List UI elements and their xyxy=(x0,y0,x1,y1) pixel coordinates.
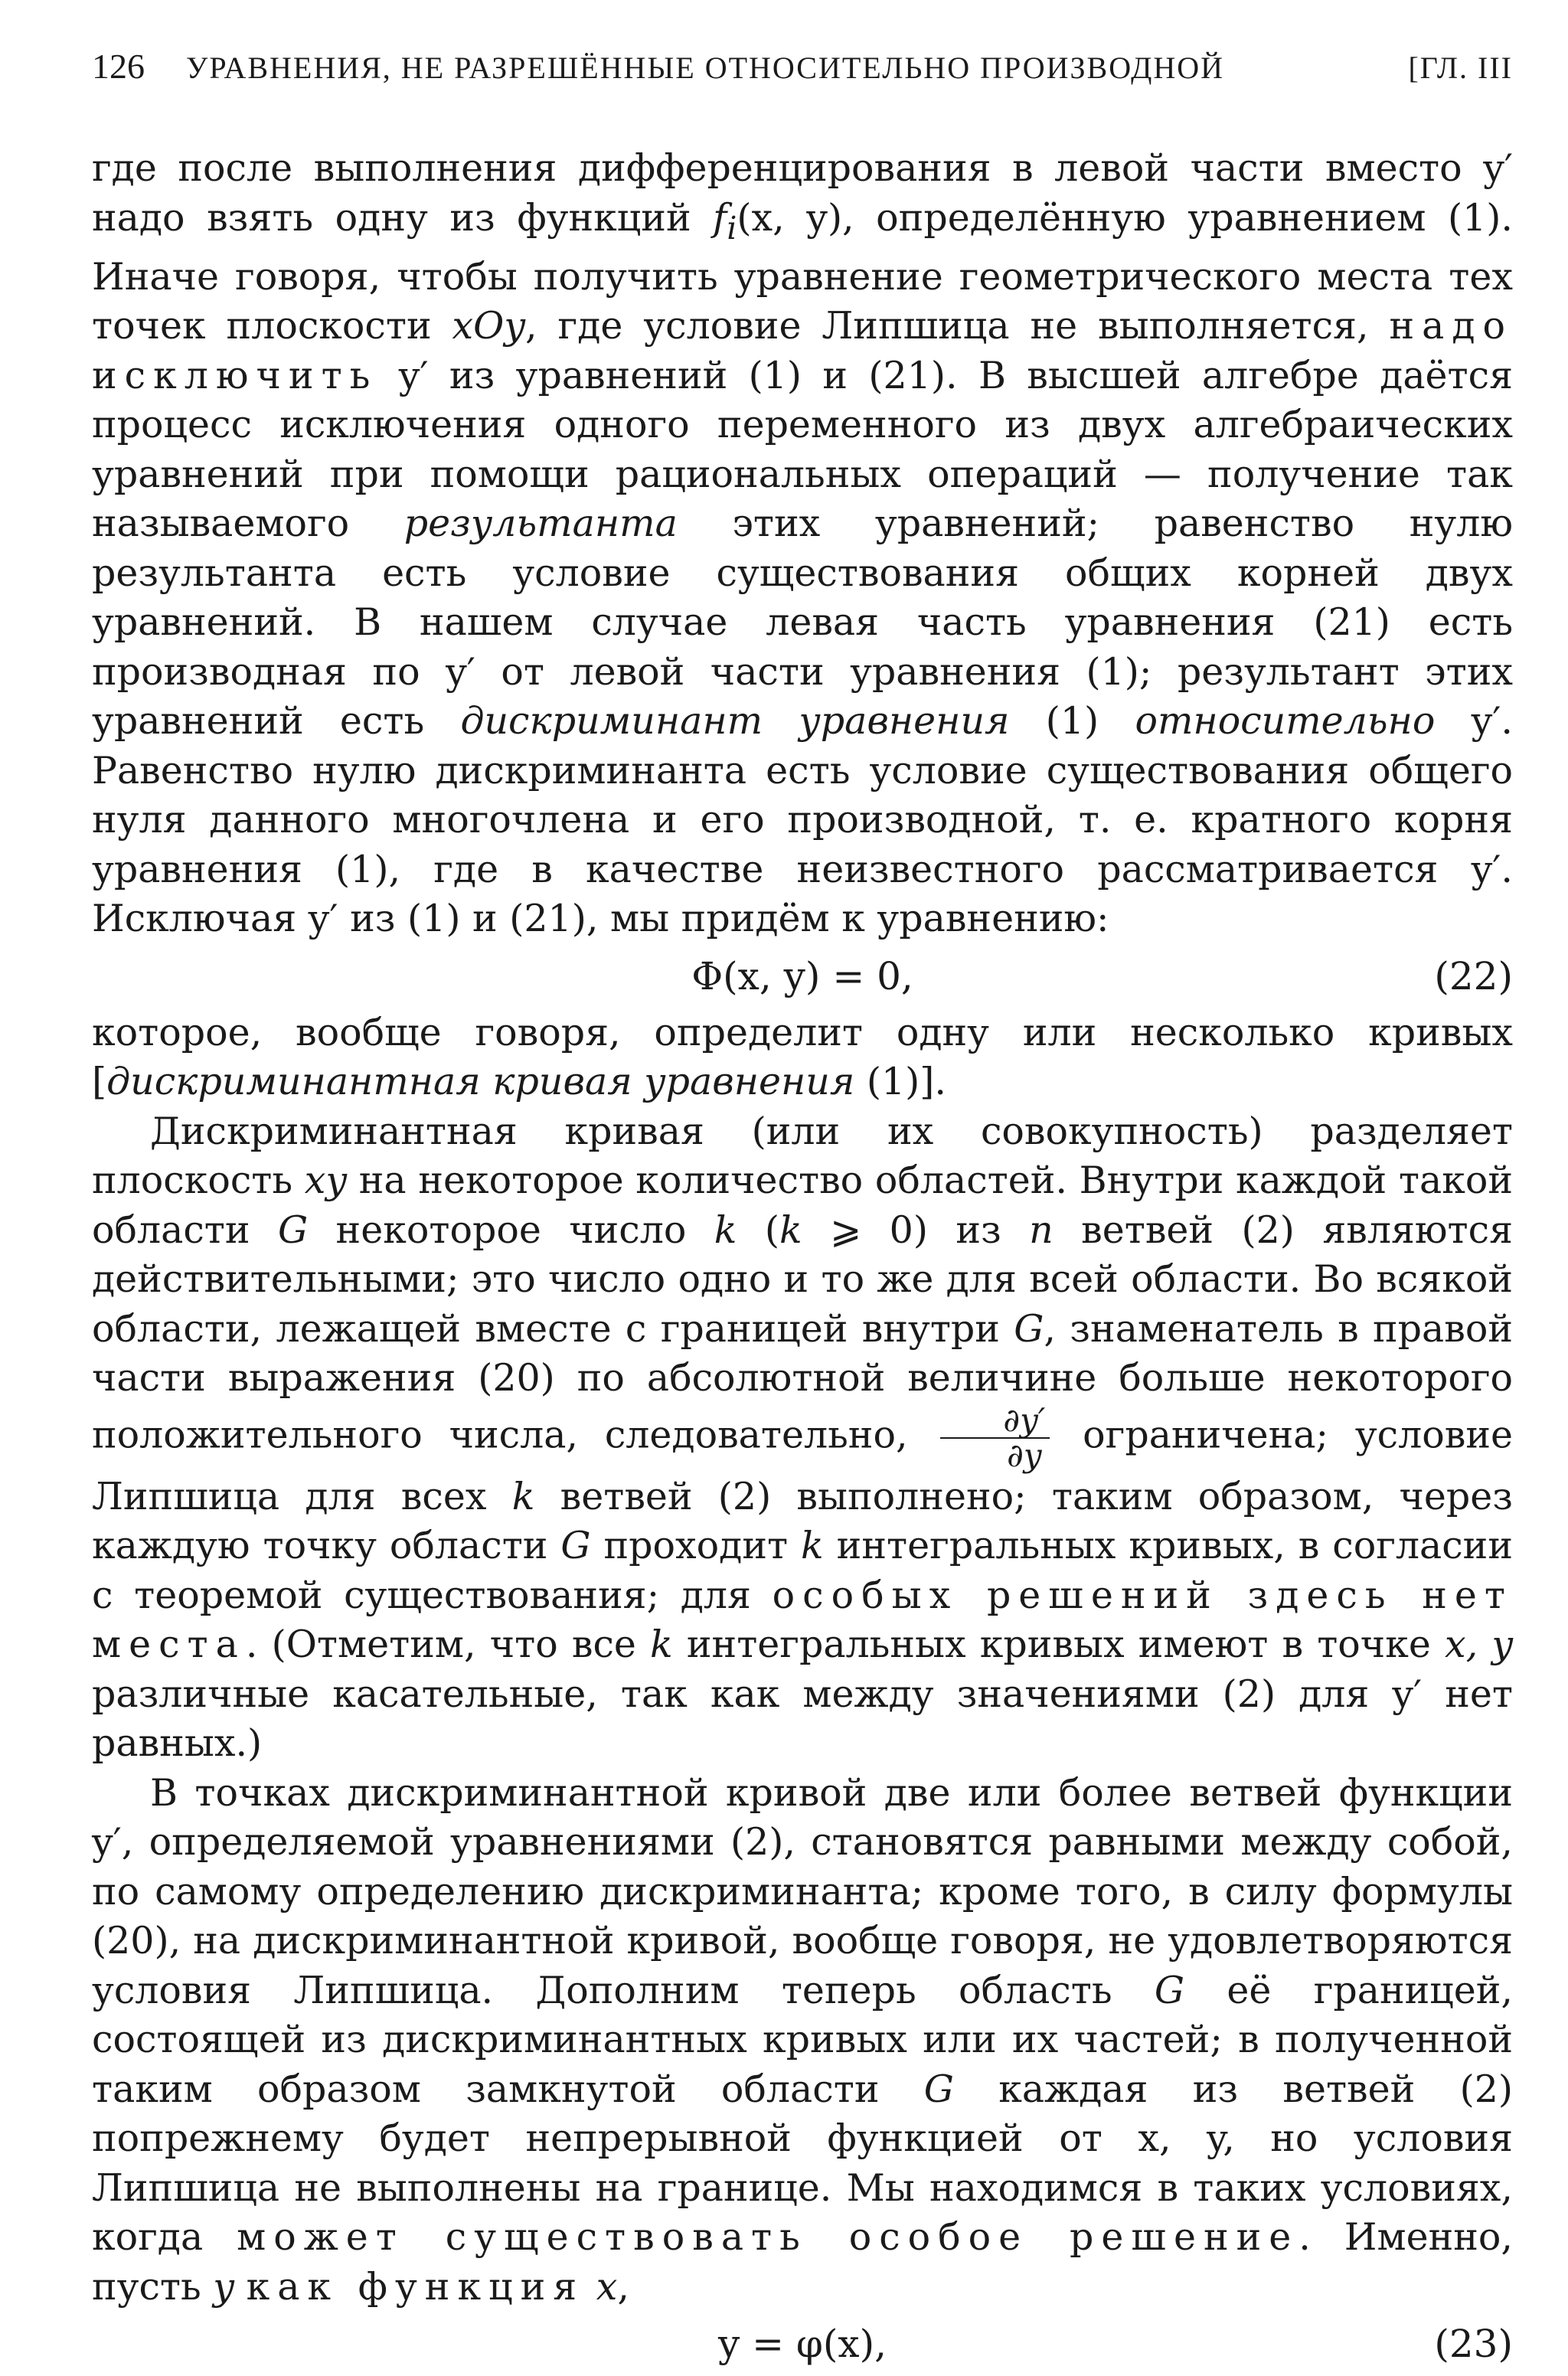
text-run: интегральных кривых, в согласии с теоремой существования; для xyxy=(92,1524,1513,1617)
math-G: G xyxy=(923,2067,954,2111)
term-relative: относительно xyxy=(1135,699,1436,744)
fraction-numerator: ∂y′ xyxy=(940,1404,1050,1439)
spaced-emphasis: как функция xyxy=(246,2264,585,2309)
math-y: y xyxy=(213,2264,234,2309)
running-title: УРАВНЕНИЯ, НЕ РАЗРЕШЁННЫЕ ОТНОСИТЕЛЬНО ПРОИЗВОДНОЙ xyxy=(186,51,1225,85)
text-run: , знаменатель в правой части выражения (20) по абсолютной величине больше некоторого положительного числа, следовательно, xyxy=(92,1306,1513,1457)
math-xOy: xOy xyxy=(452,304,526,348)
text-run: которое, вообще говоря, определит одну или несколько кривых [ xyxy=(92,1010,1513,1104)
text-run: этих уравнений; равенство нулю результанта есть условие существования общих корней двух уравнений. В нашем случае левая часть уравнения (21) есть производная по y′ от левой части уравнения (1); результант этих уравнений есть xyxy=(92,502,1513,744)
math-n: n xyxy=(1029,1208,1054,1252)
term-resultant: результанта xyxy=(403,502,678,546)
equation-22-number: (22) xyxy=(1434,953,1513,998)
fraction-denominator: ∂y xyxy=(1007,1436,1042,1474)
math-k: k xyxy=(714,1208,737,1252)
math-f: f xyxy=(713,195,727,240)
text-run: где после выполнения дифференцирования в левой части вместо y′ надо взять одну из функций xyxy=(92,146,1513,240)
page-number: 126 xyxy=(92,47,145,86)
text-run: ограничена; условие Липшица для всех xyxy=(92,1413,1513,1518)
math-G: G xyxy=(1014,1306,1044,1351)
text-run: (1)]. xyxy=(854,1060,946,1104)
math-subscript-i: i xyxy=(727,209,737,247)
math-k: k xyxy=(801,1524,824,1568)
text-run xyxy=(584,2265,596,2309)
equation-23-formula: y = φ(x), xyxy=(717,2322,887,2367)
equation-23-number: (23) xyxy=(1434,2322,1513,2367)
equation-22-formula: Φ(x, y) = 0, xyxy=(691,953,913,998)
text-run: интегральных кривых имеют в точке xyxy=(672,1623,1445,1667)
text-run: ветвей (2) являются действительными; это число одно и то же для всей области. Во всякой области, лежащей вместе с границей внутри xyxy=(92,1208,1514,1351)
spaced-emphasis: может существовать особое решение xyxy=(237,2215,1299,2260)
math-G: G xyxy=(1154,1968,1185,2012)
text-run xyxy=(234,2265,247,2309)
spaced-emphasis: особых решений здесь нет места xyxy=(92,1573,1513,1667)
text-run: каждая из ветвей (2) попрежнему будет непрерывной функцией от x, y, но условия Липшица не выполнены на границе. Мы находимся в таких условиях, когда xyxy=(92,2067,1513,2260)
math-x-y: x, y xyxy=(1444,1623,1514,1667)
math-k: k xyxy=(779,1208,802,1252)
term-discriminant-curve: дискриминантная кривая уравнения xyxy=(106,1060,855,1104)
text-run: , где условие Липшица не выполняется, xyxy=(525,304,1390,348)
text-run: y′. Равенство нулю дискриминанта есть условие существования общего нуля данного многочлена и его производной, т. е. кратного корня уравнения (1), где в качестве неизвестного рассматривается y′. Исключая y′ из (1) и (21), мы придём к уравнению: xyxy=(92,699,1514,941)
text-run: проходит xyxy=(590,1524,802,1568)
text-run: (1) xyxy=(1009,699,1135,744)
math-G: G xyxy=(560,1524,591,1568)
page-header xyxy=(92,46,1513,107)
text-run: некоторое число xyxy=(308,1208,714,1252)
paragraph-2 xyxy=(92,1008,1513,1107)
text-run: . (Отметим, что все xyxy=(245,1623,651,1667)
text-run: ветвей (2) выполнено; таким образом, через каждую точку области xyxy=(92,1474,1513,1568)
text-run: ⩾ 0) из xyxy=(802,1208,1030,1252)
paragraph-4 xyxy=(92,1769,1513,2312)
text-run: , xyxy=(617,2264,629,2309)
fraction-dy-prime-dy xyxy=(940,1400,1050,1474)
text-run: Дискриминантная кривая (или их совокупность) разделяет плоскость xyxy=(92,1109,1513,1203)
text-run: . Именно, пусть xyxy=(92,2215,1514,2309)
math-G: G xyxy=(277,1208,309,1252)
book-page xyxy=(92,46,1514,2367)
text-run: различные касательные, так как между значениями (2) для y′ нет равных.) xyxy=(92,1672,1513,1766)
term-discriminant: дискриминант уравнения xyxy=(460,699,1010,744)
math-k: k xyxy=(511,1474,535,1518)
text-run: ( xyxy=(737,1208,780,1252)
equation-23 xyxy=(92,2312,1513,2376)
text-run: её границей, состоящей из дискриминантных кривых или их частей; в полученной таким образом замкнутой области xyxy=(92,1968,1514,2111)
math-xy: xy xyxy=(304,1159,348,1203)
text-run: на некоторое количество областей. Внутри каждой такой области xyxy=(92,1159,1513,1252)
spaced-emphasis: надо исключить xyxy=(92,304,1513,397)
equation-22 xyxy=(92,944,1513,1008)
paragraph-3 xyxy=(92,1107,1513,1769)
math-x: x xyxy=(596,2264,618,2309)
text-run: y′ из уравнений (1) и (21). В высшей алгебре даётся процесс исключения одного переменного из двух алгебраических уравнений при помощи рациональных операций — получение так называемого xyxy=(92,353,1513,546)
chapter-reference: [ГЛ. III xyxy=(1408,51,1513,85)
math-k: k xyxy=(650,1623,673,1667)
text-run: В точках дискриминантной кривой две или более ветвей функции y′, определяемой уравнениями (2), становятся равными между собой, по самому определению дискриминанта; кроме того, в силу формулы (20), на дискриминантной кривой, вообще говоря, не удовлетворяются условия Липшица. Дополним теперь область xyxy=(92,1770,1513,2012)
paragraph-1 xyxy=(92,144,1513,944)
text-run: (x, y), определённую уравнением (1). Иначе говоря, чтобы получить уравнение геометрического места тех точек плоскости xyxy=(92,195,1513,348)
